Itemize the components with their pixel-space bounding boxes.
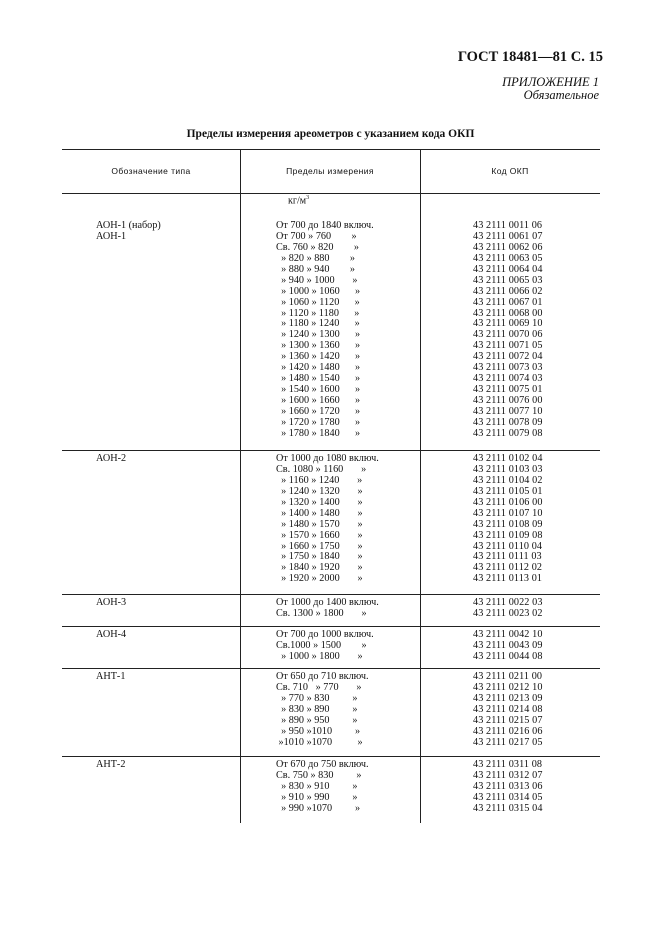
range-cell: Св. 750 » 830 »: [276, 769, 362, 781]
column-header-range: Пределы измерения: [286, 166, 374, 176]
okp-code-cell: 43 2111 0211 00: [473, 671, 543, 682]
table-row: [0, 738, 661, 749]
okp-code-cell: 43 2111 0079 08: [473, 427, 543, 439]
range-cell: » 1180 » 1240 »: [276, 318, 360, 330]
type-cell: АОН-3: [96, 597, 127, 608]
range-cell: Св. 710 » 770 »: [276, 681, 362, 693]
group-separator: [62, 756, 600, 757]
table-row: [0, 429, 661, 440]
okp-code-cell: 43 2111 0072 04: [473, 351, 543, 363]
unit-label: [288, 195, 309, 206]
okp-code-cell: 43 2111 0023 02: [473, 607, 543, 619]
type-cell: АНТ-2: [96, 759, 126, 770]
range-cell: » 1320 » 1400 »: [276, 496, 363, 508]
group-separator: [62, 626, 600, 627]
column-header-code: Код ОКП: [491, 166, 529, 176]
range-cell: » 820 » 880 »: [276, 252, 355, 264]
range-cell: » 1660 » 1750 »: [276, 540, 363, 552]
okp-code-cell: 43 2111 0315 04: [473, 802, 543, 814]
header-bottom-rule: [62, 193, 600, 194]
okp-code-cell: 43 2111 0075 01: [473, 384, 543, 396]
okp-code-cell: 43 2111 0311 08: [473, 759, 543, 770]
okp-code-cell: 43 2111 0067 01: [473, 296, 543, 308]
okp-code-cell: 43 2111 0064 04: [473, 263, 543, 275]
range-cell: »1010 »1070 »: [276, 736, 363, 748]
range-cell: » 1480 » 1540 »: [276, 373, 361, 385]
okp-code-cell: 43 2111 0061 07: [473, 230, 543, 242]
unit-text: кг/м: [288, 195, 307, 207]
okp-code-cell: 43 2111 0077 10: [473, 405, 543, 417]
type-cell: АНТ-1: [96, 671, 126, 682]
okp-code-cell: 43 2111 0011 06: [473, 220, 543, 231]
appendix-block: [502, 76, 599, 102]
range-cell: Св.1000 » 1500 »: [276, 639, 367, 651]
okp-code-cell: 43 2111 0312 07: [473, 769, 543, 781]
range-cell: » 1240 » 1320 »: [276, 485, 363, 497]
table-top-rule: [62, 149, 600, 150]
range-cell: » 1840 » 1920 »: [276, 562, 363, 574]
okp-code-cell: 43 2111 0212 10: [473, 681, 543, 693]
okp-code-cell: 43 2111 0104 02: [473, 474, 543, 486]
table-row: [0, 298, 661, 309]
okp-code-cell: 43 2111 0217 05: [473, 736, 543, 748]
range-cell: » 990 »1070 »: [276, 802, 361, 814]
range-cell: » 1300 » 1360 »: [276, 340, 361, 352]
appendix-label: ПРИЛОЖЕНИЕ 1: [502, 75, 599, 89]
okp-code-cell: 43 2111 0111 03: [473, 551, 542, 563]
range-cell: » 1480 » 1570 »: [276, 518, 363, 530]
okp-code-cell: 43 2111 0106 00: [473, 496, 543, 508]
okp-code-cell: 43 2111 0065 03: [473, 274, 543, 286]
table-row: [0, 287, 661, 298]
range-cell: » 1920 » 2000 »: [276, 573, 363, 585]
okp-code-cell: 43 2111 0044 08: [473, 650, 543, 662]
range-cell: От 670 до 750 включ.: [276, 759, 369, 770]
range-cell: » 1160 » 1240 »: [276, 474, 363, 486]
okp-code-cell: 43 2111 0112 02: [473, 562, 543, 574]
okp-code-cell: 43 2111 0103 03: [473, 463, 543, 475]
range-cell: » 1060 » 1120 »: [276, 296, 360, 308]
table-group: [0, 221, 661, 440]
table-row: [0, 276, 661, 287]
okp-code-cell: 43 2111 0314 05: [473, 791, 543, 803]
type-cell: АОН-1 (набор): [96, 220, 161, 231]
okp-code-cell: 43 2111 0109 08: [473, 529, 543, 541]
range-cell: От 700 » 760 »: [276, 230, 357, 242]
range-cell: » 1400 » 1480 »: [276, 507, 363, 519]
table-group: [0, 454, 661, 585]
type-cell: АОН-2: [96, 453, 127, 464]
range-cell: Св. 1300 » 1800 »: [276, 607, 367, 619]
okp-code-cell: 43 2111 0043 09: [473, 639, 543, 651]
table-group: [0, 672, 661, 749]
range-cell: От 700 до 1000 включ.: [276, 629, 374, 640]
range-cell: » 830 » 910 »: [276, 780, 358, 792]
okp-code-cell: 43 2111 0063 05: [473, 252, 543, 264]
table-row: [0, 727, 661, 738]
range-cell: Св. 760 » 820 »: [276, 241, 359, 253]
range-cell: » 1570 » 1660 »: [276, 529, 363, 541]
range-cell: » 1360 » 1420 »: [276, 351, 361, 363]
table-row: [0, 804, 661, 815]
range-cell: » 1780 » 1840 »: [276, 427, 361, 439]
okp-code-cell: 43 2111 0313 06: [473, 780, 543, 792]
range-cell: » 890 » 950 »: [276, 714, 358, 726]
range-cell: » 1000 » 1060 »: [276, 285, 361, 297]
group-separator: [62, 594, 600, 595]
range-cell: » 1120 » 1180 »: [276, 307, 360, 319]
range-cell: » 1240 » 1300 »: [276, 329, 361, 341]
range-cell: » 910 » 990 »: [276, 791, 358, 803]
okp-code-cell: 43 2111 0069 10: [473, 318, 543, 330]
range-cell: » 950 »1010 »: [276, 725, 361, 737]
range-cell: » 830 » 890 »: [276, 703, 358, 715]
okp-code-cell: 43 2111 0073 03: [473, 362, 543, 374]
okp-code-cell: 43 2111 0022 03: [473, 597, 543, 608]
table-row: [0, 609, 661, 620]
type-cell: АОН-4: [96, 629, 127, 640]
type-cell: АОН-1: [96, 230, 127, 242]
range-cell: От 700 до 1840 включ.: [276, 220, 374, 231]
okp-code-cell: 43 2111 0076 00: [473, 395, 543, 406]
table-group: [0, 598, 661, 620]
table-row: [0, 574, 661, 585]
okp-code-cell: 43 2111 0215 07: [473, 714, 543, 726]
table-row: [0, 531, 661, 542]
table-group: [0, 760, 661, 815]
table-row: [0, 509, 661, 520]
okp-code-cell: 43 2111 0213 09: [473, 692, 543, 704]
range-cell: От 1000 до 1400 включ.: [276, 597, 379, 608]
okp-code-cell: 43 2111 0070 06: [473, 329, 543, 341]
column-header-type: Обозначение типа: [111, 166, 191, 176]
table-title: Пределы измерения ареометров с указанием кода ОКП: [186, 128, 475, 140]
group-separator: [62, 450, 600, 451]
okp-code-cell: 43 2111 0078 09: [473, 416, 543, 428]
table-row: [0, 652, 661, 663]
okp-code-cell: 43 2111 0042 10: [473, 629, 543, 640]
okp-code-cell: 43 2111 0105 01: [473, 485, 543, 497]
range-cell: » 1000 » 1800 »: [276, 650, 363, 662]
okp-code-cell: 43 2111 0066 02: [473, 285, 543, 297]
okp-code-cell: 43 2111 0071 05: [473, 340, 543, 352]
unit-superscript: 3: [306, 195, 310, 201]
okp-code-cell: 43 2111 0110 04: [473, 540, 543, 552]
range-cell: Св. 1080 » 1160 »: [276, 463, 367, 475]
okp-code-cell: 43 2111 0068 00: [473, 307, 543, 319]
range-cell: » 1720 » 1780 »: [276, 416, 361, 428]
range-cell: » 940 » 1000 »: [276, 274, 358, 286]
range-cell: » 770 » 830 »: [276, 692, 358, 704]
range-cell: От 650 до 710 включ.: [276, 671, 369, 682]
okp-code-cell: 43 2111 0216 06: [473, 725, 543, 737]
okp-code-cell: 43 2111 0214 08: [473, 703, 543, 715]
okp-code-cell: 43 2111 0102 04: [473, 453, 543, 464]
okp-code-cell: 43 2111 0074 03: [473, 373, 543, 385]
range-cell: » 1750 » 1840 »: [276, 551, 363, 563]
range-cell: » 880 » 940 »: [276, 263, 355, 275]
range-cell: » 1660 » 1720 »: [276, 405, 361, 417]
appendix-note: Обязательное: [523, 88, 599, 102]
group-separator: [62, 668, 600, 669]
range-cell: » 1540 » 1600 »: [276, 384, 361, 396]
okp-code-cell: 43 2111 0062 06: [473, 241, 543, 253]
page-header: ГОСТ 18481—81 С. 15: [457, 49, 603, 65]
range-cell: » 1600 » 1660 »: [276, 395, 361, 406]
okp-code-cell: 43 2111 0107 10: [473, 507, 543, 519]
table-group: [0, 630, 661, 663]
table-row: [0, 520, 661, 531]
range-cell: » 1420 » 1480 »: [276, 362, 361, 374]
range-cell: От 1000 до 1080 включ.: [276, 453, 379, 464]
okp-code-cell: 43 2111 0108 09: [473, 518, 543, 530]
okp-code-cell: 43 2111 0113 01: [473, 573, 543, 585]
